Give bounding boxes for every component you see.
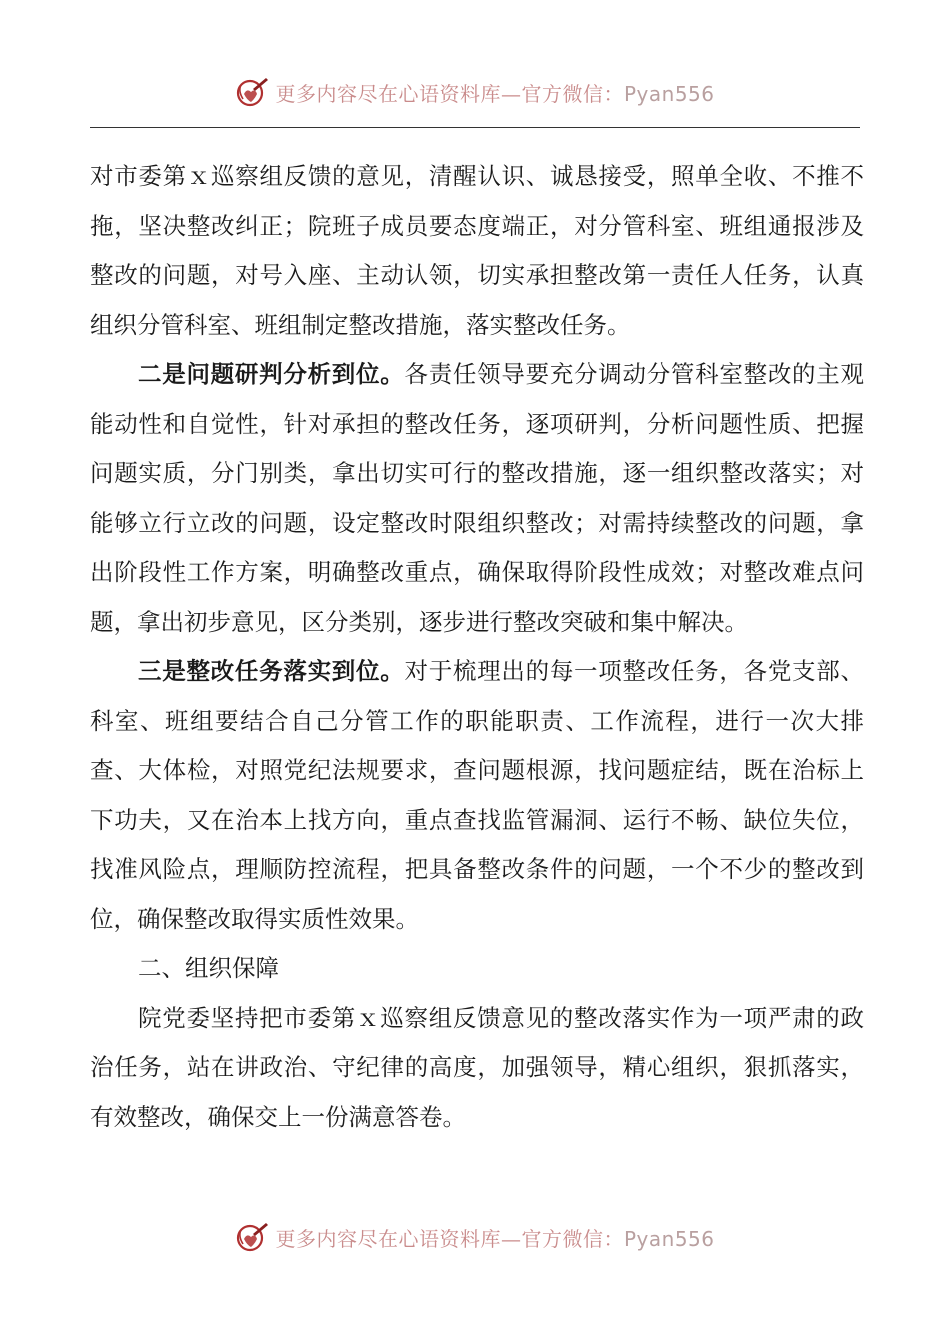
page-header xyxy=(0,72,950,112)
paragraph-3 xyxy=(90,647,864,944)
paragraph-4: 院党委坚持把市委第ｘ巡察组反馈意见的整改落实作为一项严肃的政治任务，站在讲政治、守纪律的高度，加强领导，精心组织，狠抓落实，有效整改，确保交上一份满意答卷。 xyxy=(90,1003,864,1131)
footer-banner-main: 更多内容尽在心语资料库—官方微信： xyxy=(275,1226,624,1251)
pen-heart-logo-icon xyxy=(235,1220,269,1254)
header-wechat-id: Pyan556 xyxy=(623,81,715,106)
footer-banner xyxy=(235,1220,714,1254)
paragraph-3-text: 对于梳理出的每一项整改任务，各党支部、科室、班组要结合自己分管工作的职能职责、工作流程，进行一次大排查、大体检，对照党纪法规要求，查问题根源，找问题症结，既在治标上下功夫，又在治本上找方向，重点查找监管漏洞、运行不畅、缺位失位，找准风险点，理顺防控流程，把具备整改条件的问题，一个不少的整改到位，确保整改取得实质性效果。 xyxy=(90,657,865,933)
paragraph-1: 对市委第ｘ巡察组反馈的意见，清醒认识、诚恳接受，照单全收、不推不拖，坚决整改纠正；院班子成员要态度端正，对分管科室、班组通报涉及整改的问题，对号入座、主动认领，切实承担整改第一责任人任务，认真组织分管科室、班组制定整改措施，落实整改任务。 xyxy=(90,162,864,339)
header-divider xyxy=(90,127,860,128)
section-heading-organization: 二、组织保障 xyxy=(138,954,279,982)
paragraph-2-lead: 二是问题研判分析到位。 xyxy=(138,360,405,388)
pen-heart-logo-icon xyxy=(235,75,269,109)
document-body xyxy=(90,152,864,1142)
header-banner xyxy=(235,75,714,109)
paragraph-3-lead: 三是整改任务落实到位。 xyxy=(138,657,405,685)
header-banner-main: 更多内容尽在心语资料库—官方微信： xyxy=(275,81,624,106)
footer-banner-text xyxy=(275,1223,714,1252)
paragraph-2 xyxy=(90,350,864,647)
footer-wechat-id: Pyan556 xyxy=(623,1226,715,1251)
paragraph-2-text: 各责任领导要充分调动分管科室整改的主观能动性和自觉性，针对承担的整改任务，逐项研判，分析问题性质、把握问题实质，分门别类，拿出切实可行的整改措施，逐一组织整改落实；对能够立行立改的问题，设定整改时限组织整改；对需持续整改的问题，拿出阶段性工作方案，明确整改重点，确保取得阶段性成效；对整改难点问题，拿出初步意见，区分类别，逐步进行整改突破和集中解决。 xyxy=(90,360,865,636)
page-footer xyxy=(0,1217,950,1257)
header-banner-text xyxy=(275,78,714,107)
